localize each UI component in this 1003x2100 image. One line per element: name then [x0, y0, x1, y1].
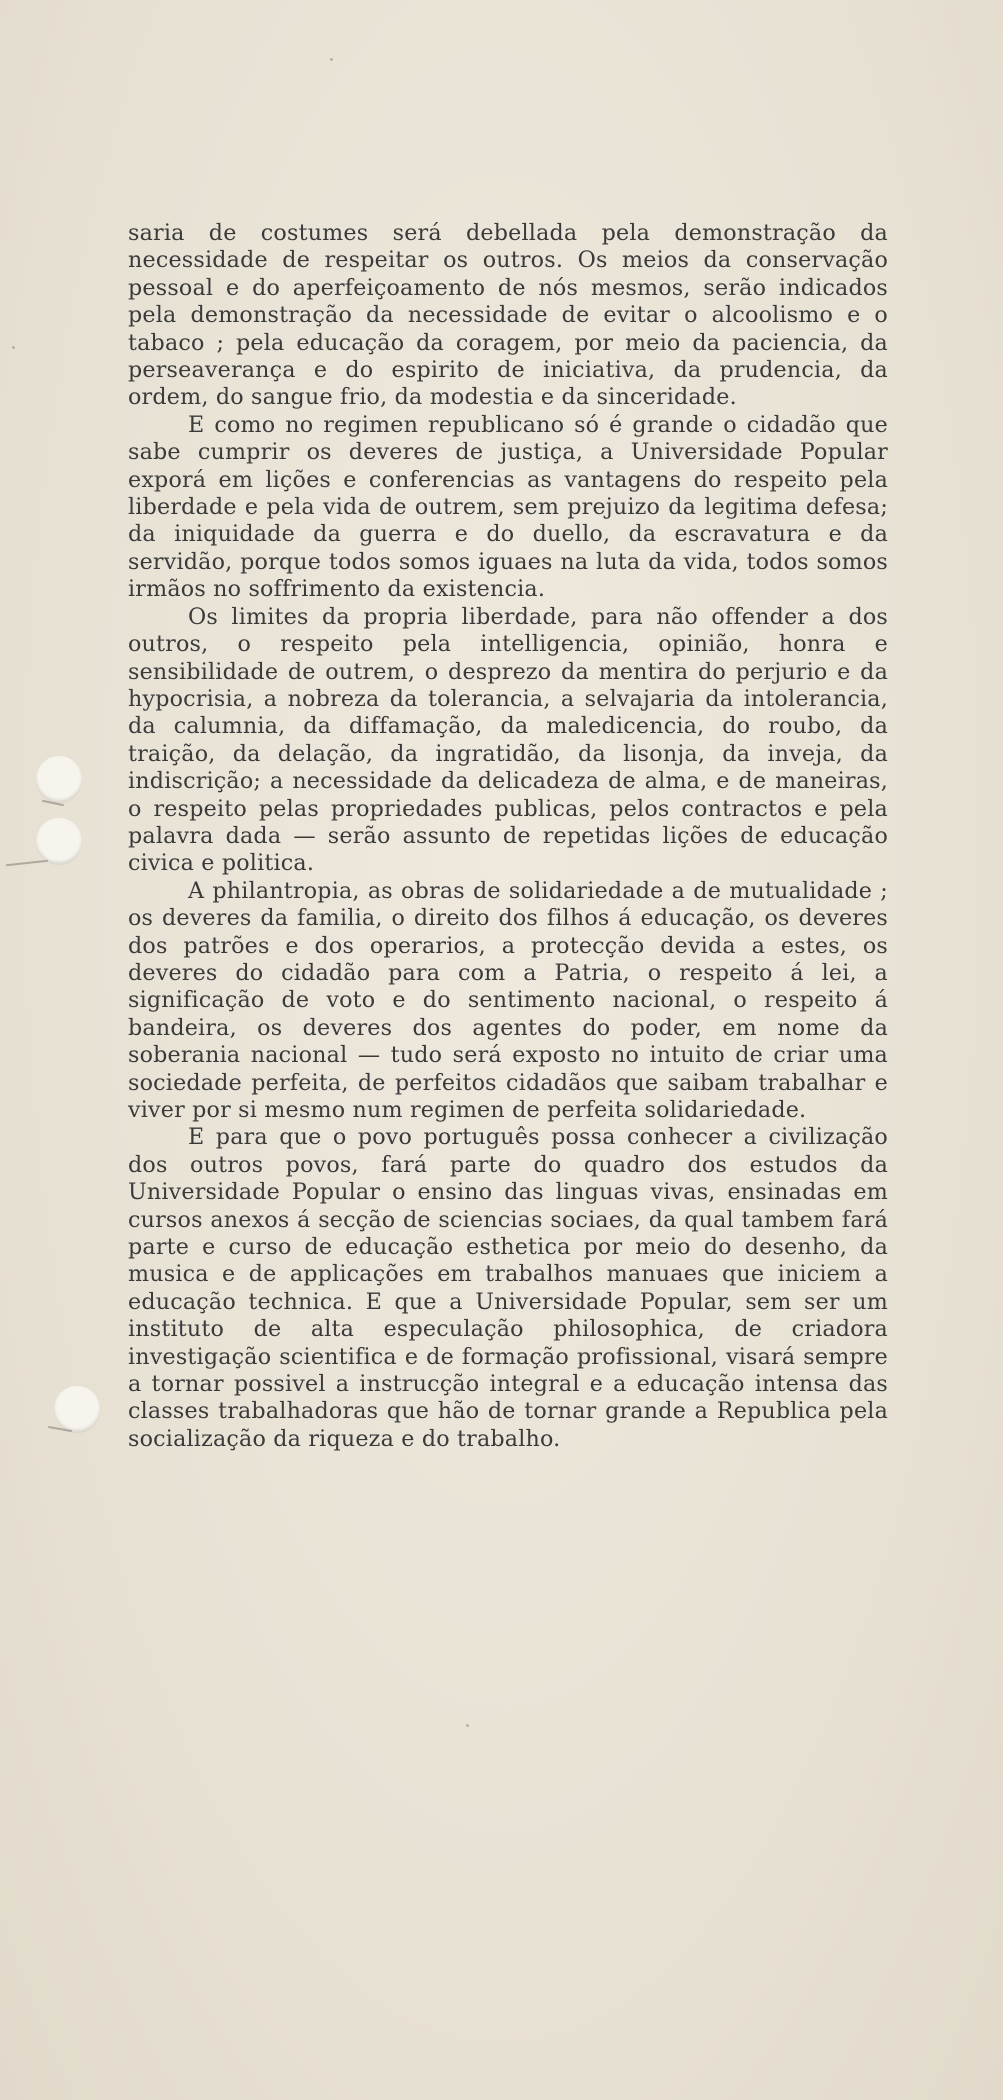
paper-speck	[466, 1724, 469, 1727]
paragraph-1: saria de costumes será debellada pela demonstração da necessidade de respeitar os outros. Os meios da conservação pessoal e do aperfeiçoamento de nós mesmos, serão indicados pela demonstração da necessidade de evitar o alcoolismo e o tabaco ; pela educação da coragem, por meio da paciencia, da perseaverança e do espirito de iniciativa, da prudencia, da ordem, do sangue frio, da modestia e da sinceridade.	[128, 220, 888, 411]
paragraph-3: Os limites da propria liberdade, para não offender a dos outros, o respeito pela intelligencia, opinião, honra e sensibilidade de outrem, o desprezo da mentira do perjurio e da hypocrisia, a nobreza da tolerancia, a selvajaria da intolerancia, da calumnia, da diffamação, da maledicencia, do roubo, da traição, da delação, da ingratidão, da lisonja, da inveja, da indiscrição; a necessidade da delicadeza de alma, e de maneiras, o respeito pelas propriedades publicas, pelos contractos e pela palavra dada — serão assunto de repetidas lições de educação civica e politica.	[128, 603, 888, 877]
paper-tear-mark	[6, 860, 48, 866]
paper-speck	[12, 346, 15, 349]
punch-hole	[36, 818, 82, 864]
paragraph-2: E como no regimen republicano só é grande o cidadão que sabe cumprir os deveres de justiça, a Universidade Popular exporá em lições e conferencias as vantagens do respeito pela liberdade e pela vida de outrem, sem prejuizo da legitima defesa; da iniquidade da guerra e do duello, da escravatura e da servidão, porque todos somos iguaes na luta da vida, todos somos irmãos no soffrimento da existencia.	[128, 411, 888, 603]
punch-hole	[36, 756, 82, 802]
document-body	[128, 220, 888, 1453]
paragraph-5: E para que o povo português possa conhecer a civilização dos outros povos, fará parte do quadro dos estudos da Universidade Popular o ensino das linguas vivas, ensinadas em cursos anexos á secção de sciencias sociaes, da qual tambem fará parte e curso de educação esthetica por meio do desenho, da musica e de applicações em trabalhos manuaes que iniciem a educação technica. E que a Universidade Popular, sem ser um instituto de alta especulação philosophica, de criadora investigação scientifica e de formação profissional, visará sempre a tornar possivel a instrucção integral e a educação intensa das classes trabalhadoras que hão de tornar grande a Republica pela socialização da riqueza e do trabalho.	[128, 1124, 888, 1452]
paragraph-4: A philantropia, as obras de solidariedade a de mutualidade ; os deveres da familia, o direito dos filhos á educação, os deveres dos patrões e dos operarios, a protecção devida a estes, os deveres do cidadão para com a Patria, o respeito á lei, a significação de voto e do sentimento nacional, o respeito á bandeira, os deveres dos agentes do poder, em nome da soberania nacional — tudo será exposto no intuito de criar uma sociedade perfeita, de perfeitos cidadãos que saibam trabalhar e viver por si mesmo num regimen de perfeita solidariedade.	[128, 877, 888, 1123]
paper-speck	[330, 58, 333, 61]
punch-hole	[54, 1386, 100, 1432]
